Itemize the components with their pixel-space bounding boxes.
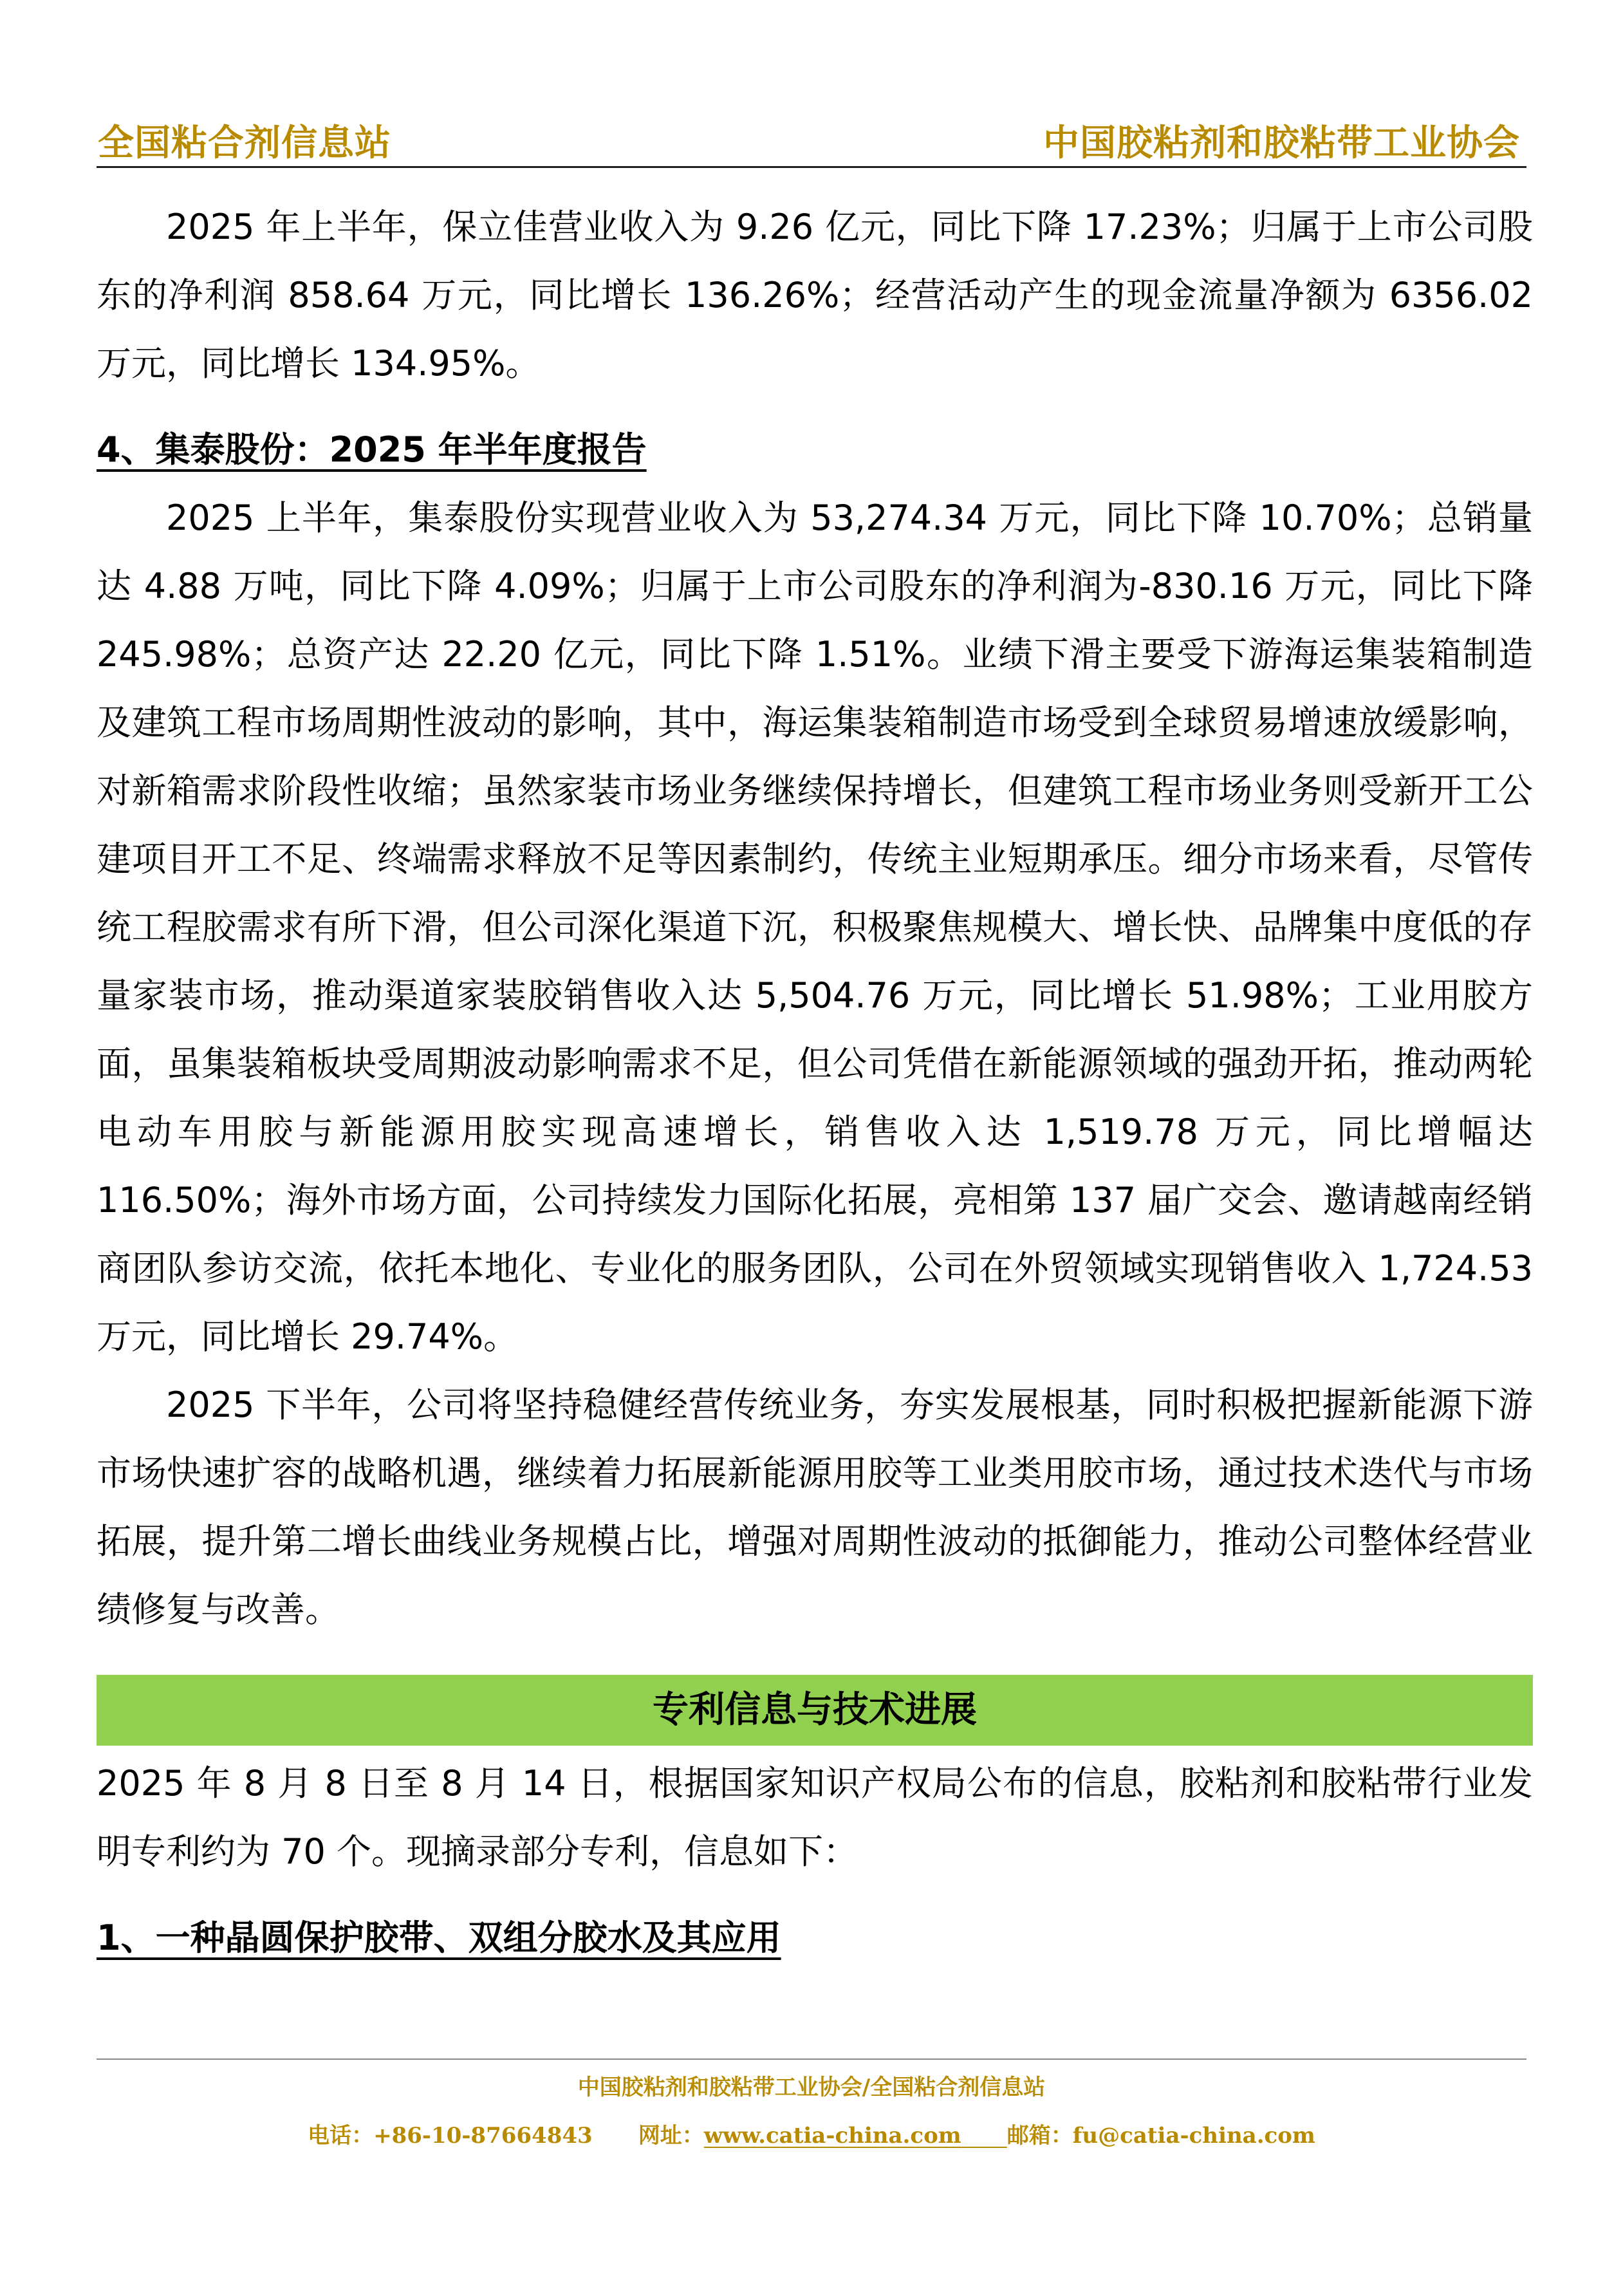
- footer-email[interactable]: 邮箱：fu@catia-china.com: [1006, 2123, 1315, 2149]
- footer-divider: [97, 2058, 1526, 2060]
- paragraph-patent-intro: 2025 年 8 月 8 日至 8 月 14 日，根据国家知识产权局公布的信息，胶粘剂和胶粘带行业发明专利约为 70 个。现摘录部分专利，信息如下：: [97, 1763, 1533, 1872]
- header-right-title: 中国胶粘剂和胶粘带工业协会: [1043, 122, 1520, 164]
- main-content: [97, 193, 1533, 1644]
- footer-website-link[interactable]: www.catia-china.com: [703, 2123, 961, 2149]
- section-heading-jitai: 4、集泰股份：2025 年半年度报告: [97, 429, 647, 470]
- patent-content: [97, 1750, 1533, 1972]
- header-left-title: 全国粘合剂信息站: [98, 122, 391, 164]
- paragraph-jitai-h2: 2025 下半年，公司将坚持稳健经营传统业务，夯实发展根基，同时积极把握新能源下游市场快速扩容的战略机遇，继续着力拓展新能源用胶等工业类用胶市场，通过技术迭代与市场拓展，提升第二增长曲线业务规模占比，增强对周期性波动的抵御能力，推动公司整体经营业绩修复与改善。: [97, 1385, 1533, 1630]
- paragraph-jitai-h1: 2025 上半年，集泰股份实现营业收入为 53,274.34 万元，同比下降 10.70%；总销量达 4.88 万吨，同比下降 4.09%；归属于上市公司股东的净利润为-830.16 万元，同比下降 245.98%；总资产达 22.20 亿元，同比下降 1.51%。业绩下滑主要受下游海运集装箱制造及建筑工程市场周期性波动的影响，其中，海运集装箱制造市场受到全球贸易增速放缓影响，对新箱需求阶段性收缩；虽然家装市场业务继续保持增长，但建筑工程市场业务则受新开工公建项目开工不足、终端需求释放不足等因素制约，传统主业短期承压。细分市场来看，尽管传统工程胶需求有所下滑，但公司深化渠道下沉，积极聚焦规模大、增长快、品牌集中度低的存量家装市场，推动渠道家装胶销售收入达 5,504.76 万元，同比增长 51.98%；工业用胶方面，虽集装箱板块受周期波动影响需求不足，但公司凭借在新能源领域的强劲开拓，推动两轮电动车用胶与新能源用胶实现高速增长，销售收入达 1,519.78 万元，同比增幅达 116.50%；海外市场方面，公司持续发力国际化拓展，亮相第 137 届广交会、邀请越南经销商团队参访交流，依托本地化、专业化的服务团队，公司在外贸领域实现销售收入 1,724.53 万元，同比增长 29.74%。: [97, 498, 1533, 1357]
- footer-contact: [0, 2118, 1623, 2149]
- page-header: [97, 115, 1526, 168]
- footer-organization: 中国胶粘剂和胶粘带工业协会/全国粘合剂信息站: [577, 2075, 1046, 2100]
- patent-heading-1: 1、一种晶圆保护胶带、双组分胶水及其应用: [97, 1918, 781, 1958]
- footer-website-label: 网址：: [638, 2123, 704, 2149]
- footer-phone: 电话：+86-10-87664843: [308, 2123, 593, 2149]
- section-banner-patents: 专利信息与技术进展: [97, 1675, 1533, 1746]
- paragraph-baolijia: 2025 年上半年，保立佳营业收入为 9.26 亿元，同比下降 17.23%；归属于上市公司股东的净利润 858.64 万元，同比增长 136.26%；经营活动产生的现金流量净额为 6356.02 万元，同比增长 134.95%。: [97, 207, 1533, 384]
